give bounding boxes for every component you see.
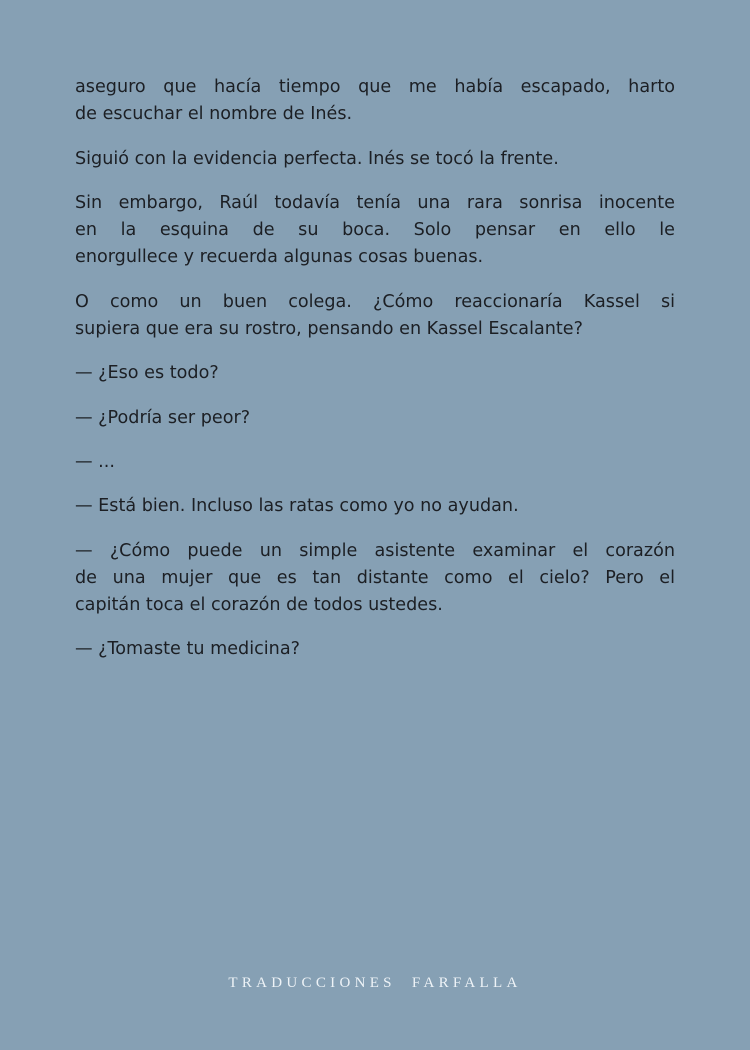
publisher-footer: TRADUCCIONES FARFALLA <box>228 975 522 991</box>
text-line: — ¿Cómo puede un simple asistente examinar el corazón <box>75 540 675 561</box>
text-line: supiera que era su rostro, pensando en Kassel Escalante? <box>75 319 583 340</box>
text-line: — ¿Tomaste tu medicina? <box>75 639 300 660</box>
text-line: O como un buen colega. ¿Cómo reaccionaría Kassel si <box>75 291 675 312</box>
text-line: enorgullece y recuerda algunas cosas buenas. <box>75 247 484 268</box>
text-line: — ¿Podría ser peor? <box>75 407 251 428</box>
body-text <box>75 74 675 681</box>
paragraph <box>75 190 675 272</box>
paragraph <box>75 405 675 432</box>
paragraph <box>75 636 675 663</box>
paragraph <box>75 146 675 173</box>
paragraph <box>75 289 675 344</box>
paragraph <box>75 493 675 520</box>
text-line: — ¿Eso es todo? <box>75 363 219 384</box>
text-line: en la esquina de su boca. Solo pensar en ello le <box>75 220 675 241</box>
text-line: aseguro que hacía tiempo que me había escapado, harto <box>75 77 675 97</box>
text-line: — ... <box>75 451 115 472</box>
text-line: Sin embargo, Raúl todavía tenía una rara sonrisa inocente <box>75 192 675 213</box>
paragraph <box>75 74 675 129</box>
text-line: de escuchar el nombre de Inés. <box>75 104 353 125</box>
paragraph <box>75 449 675 476</box>
paragraph <box>75 538 675 620</box>
paragraph <box>75 360 675 387</box>
text-line: de una mujer que es tan distante como el cielo? Pero el <box>75 567 675 588</box>
text-line: capitán toca el corazón de todos ustedes. <box>75 595 443 616</box>
text-line: — Está bien. Incluso las ratas como yo no ayudan. <box>75 496 519 517</box>
text-line: Siguió con la evidencia perfecta. Inés se tocó la frente. <box>75 148 559 169</box>
